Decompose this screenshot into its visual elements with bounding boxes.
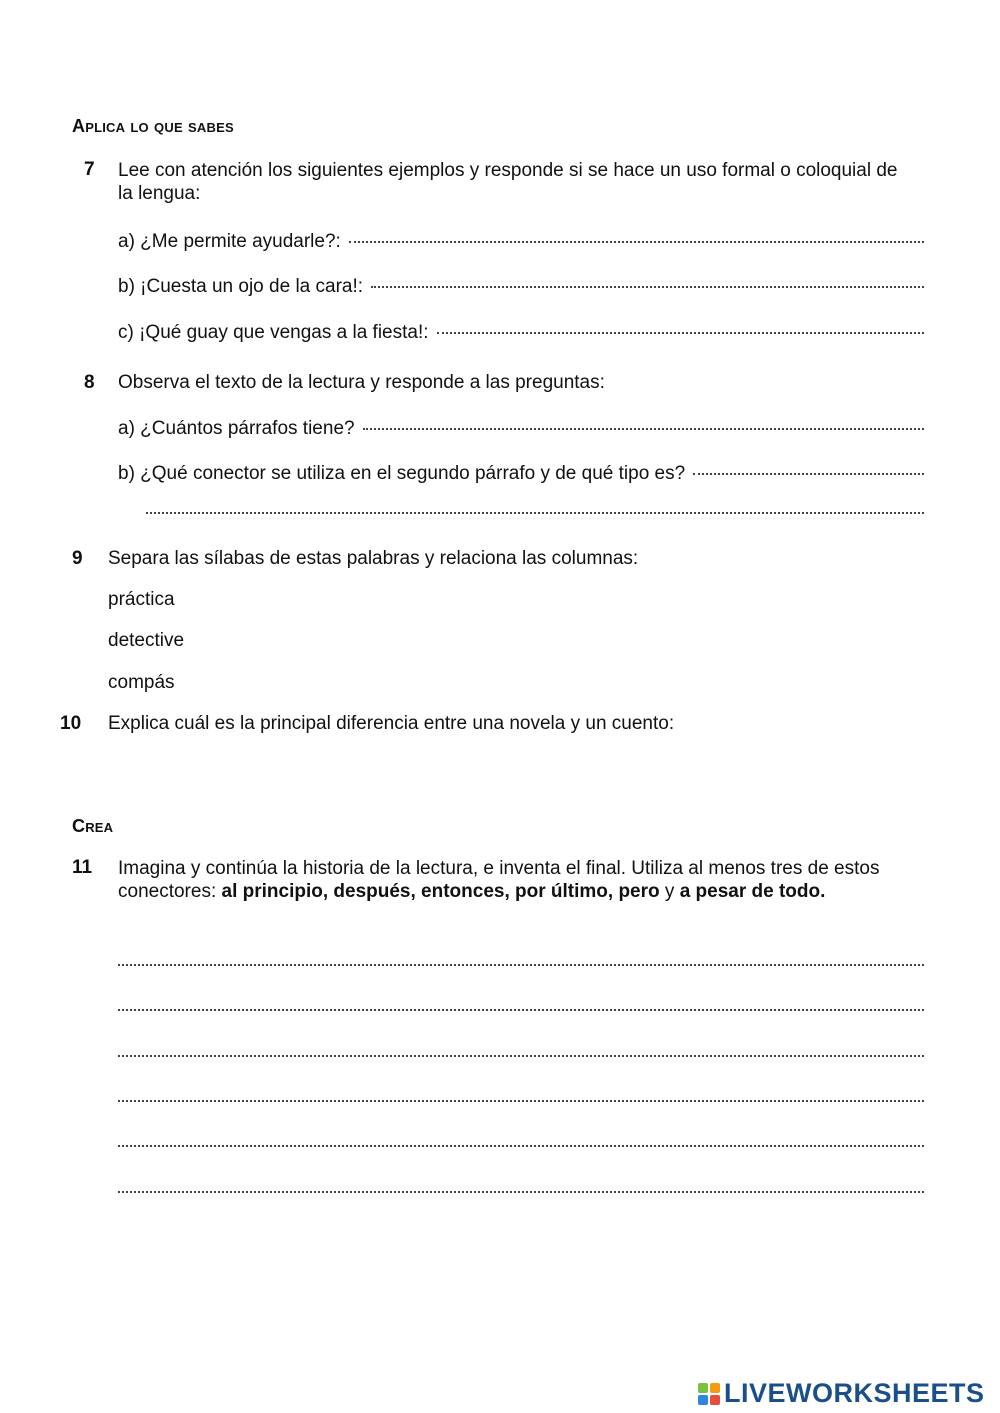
section-title-crea: Crea — [72, 816, 114, 836]
question-number-10: 10 — [60, 713, 82, 734]
q11-answer-line-1[interactable] — [118, 948, 924, 970]
logo-text: LIVEWORKSHEETS — [724, 1378, 985, 1408]
q11-answer-line-3[interactable] — [118, 1039, 924, 1061]
q7-answer-c[interactable] — [437, 316, 924, 338]
q8-answer-a-input[interactable] — [363, 412, 924, 432]
q11-answer-line-2[interactable] — [118, 993, 924, 1015]
q8-answer-b2-input[interactable] — [146, 496, 924, 516]
q11-answer-line-6[interactable] — [118, 1175, 924, 1197]
q8-item-a-label: a) ¿Cuántos párrafos tiene? — [118, 418, 355, 439]
q11-answer-line-4[interactable] — [118, 1084, 924, 1106]
q11-answer-input-1[interactable] — [118, 948, 924, 968]
q8-item-a — [118, 412, 924, 440]
q11-connectors-a: al principio, después, entonces, por último, pero — [221, 881, 660, 902]
q11-answer-input-6[interactable] — [118, 1175, 924, 1195]
q11-answer-input-5[interactable] — [118, 1129, 924, 1149]
q7-answer-b-input[interactable] — [371, 270, 924, 290]
q8-item-b — [118, 457, 924, 485]
question-9-text: Separa las sílabas de estas palabras y relaciona las columnas: — [108, 548, 639, 569]
section-title-aplica: Aplica lo que sabes — [72, 116, 234, 136]
q8-answer-b[interactable] — [693, 457, 924, 479]
q7-item-b-label: b) ¡Cuesta un ojo de la cara!: — [118, 276, 364, 297]
q9-word-compas: compás — [108, 672, 175, 693]
q11-connectors-b: a pesar de todo. — [679, 881, 826, 902]
q7-item-b — [118, 270, 924, 298]
question-number-11: 11 — [72, 857, 93, 878]
q11-y: y — [659, 881, 680, 902]
q7-answer-c-input[interactable] — [437, 316, 924, 336]
question-10-text: Explica cuál es la principal diferencia entre una novela y un cuento: — [108, 713, 675, 734]
question-number-8: 8 — [84, 372, 95, 393]
q11-answer-line-5[interactable] — [118, 1129, 924, 1151]
q7-answer-b[interactable] — [371, 270, 924, 292]
q7-item-a-label: a) ¿Me permite ayudarle?: — [118, 231, 341, 252]
liveworksheets-logo[interactable] — [698, 1378, 985, 1409]
question-number-9: 9 — [72, 548, 83, 569]
q9-word-detective: detective — [108, 630, 185, 651]
q8-answer-b-input[interactable] — [693, 457, 924, 477]
q11-answer-input-4[interactable] — [118, 1084, 924, 1104]
question-number-7: 7 — [84, 159, 95, 180]
q8-item-b-label: b) ¿Qué conector se utiliza en el segundo párrafo y de qué tipo es? — [118, 463, 686, 484]
q8-answer-b-continued[interactable] — [146, 496, 924, 518]
q11-answer-input-3[interactable] — [118, 1039, 924, 1059]
question-7-text: Lee con atención los siguientes ejemplos y responde si se hace un uso formal o coloquial de la lengua: — [118, 160, 898, 204]
logo-mark-icon — [698, 1383, 720, 1405]
q11-text-start: Imagina y continúa la historia de la lectura, e inventa el final. Utiliza al menos tres de estos conectores: — [118, 858, 880, 902]
q7-item-c-label: c) ¡Qué guay que vengas a la fiesta!: — [118, 322, 429, 343]
q7-item-c — [118, 316, 924, 344]
q7-answer-a[interactable] — [349, 225, 924, 247]
q7-answer-a-input[interactable] — [349, 225, 924, 245]
question-8-text: Observa el texto de la lectura y responde a las preguntas: — [118, 372, 605, 393]
q11-answer-input-2[interactable] — [118, 993, 924, 1013]
q8-answer-a[interactable] — [363, 412, 924, 434]
q7-item-a — [118, 225, 924, 253]
q9-word-practica: práctica — [108, 589, 175, 610]
question-11-text — [118, 857, 888, 903]
